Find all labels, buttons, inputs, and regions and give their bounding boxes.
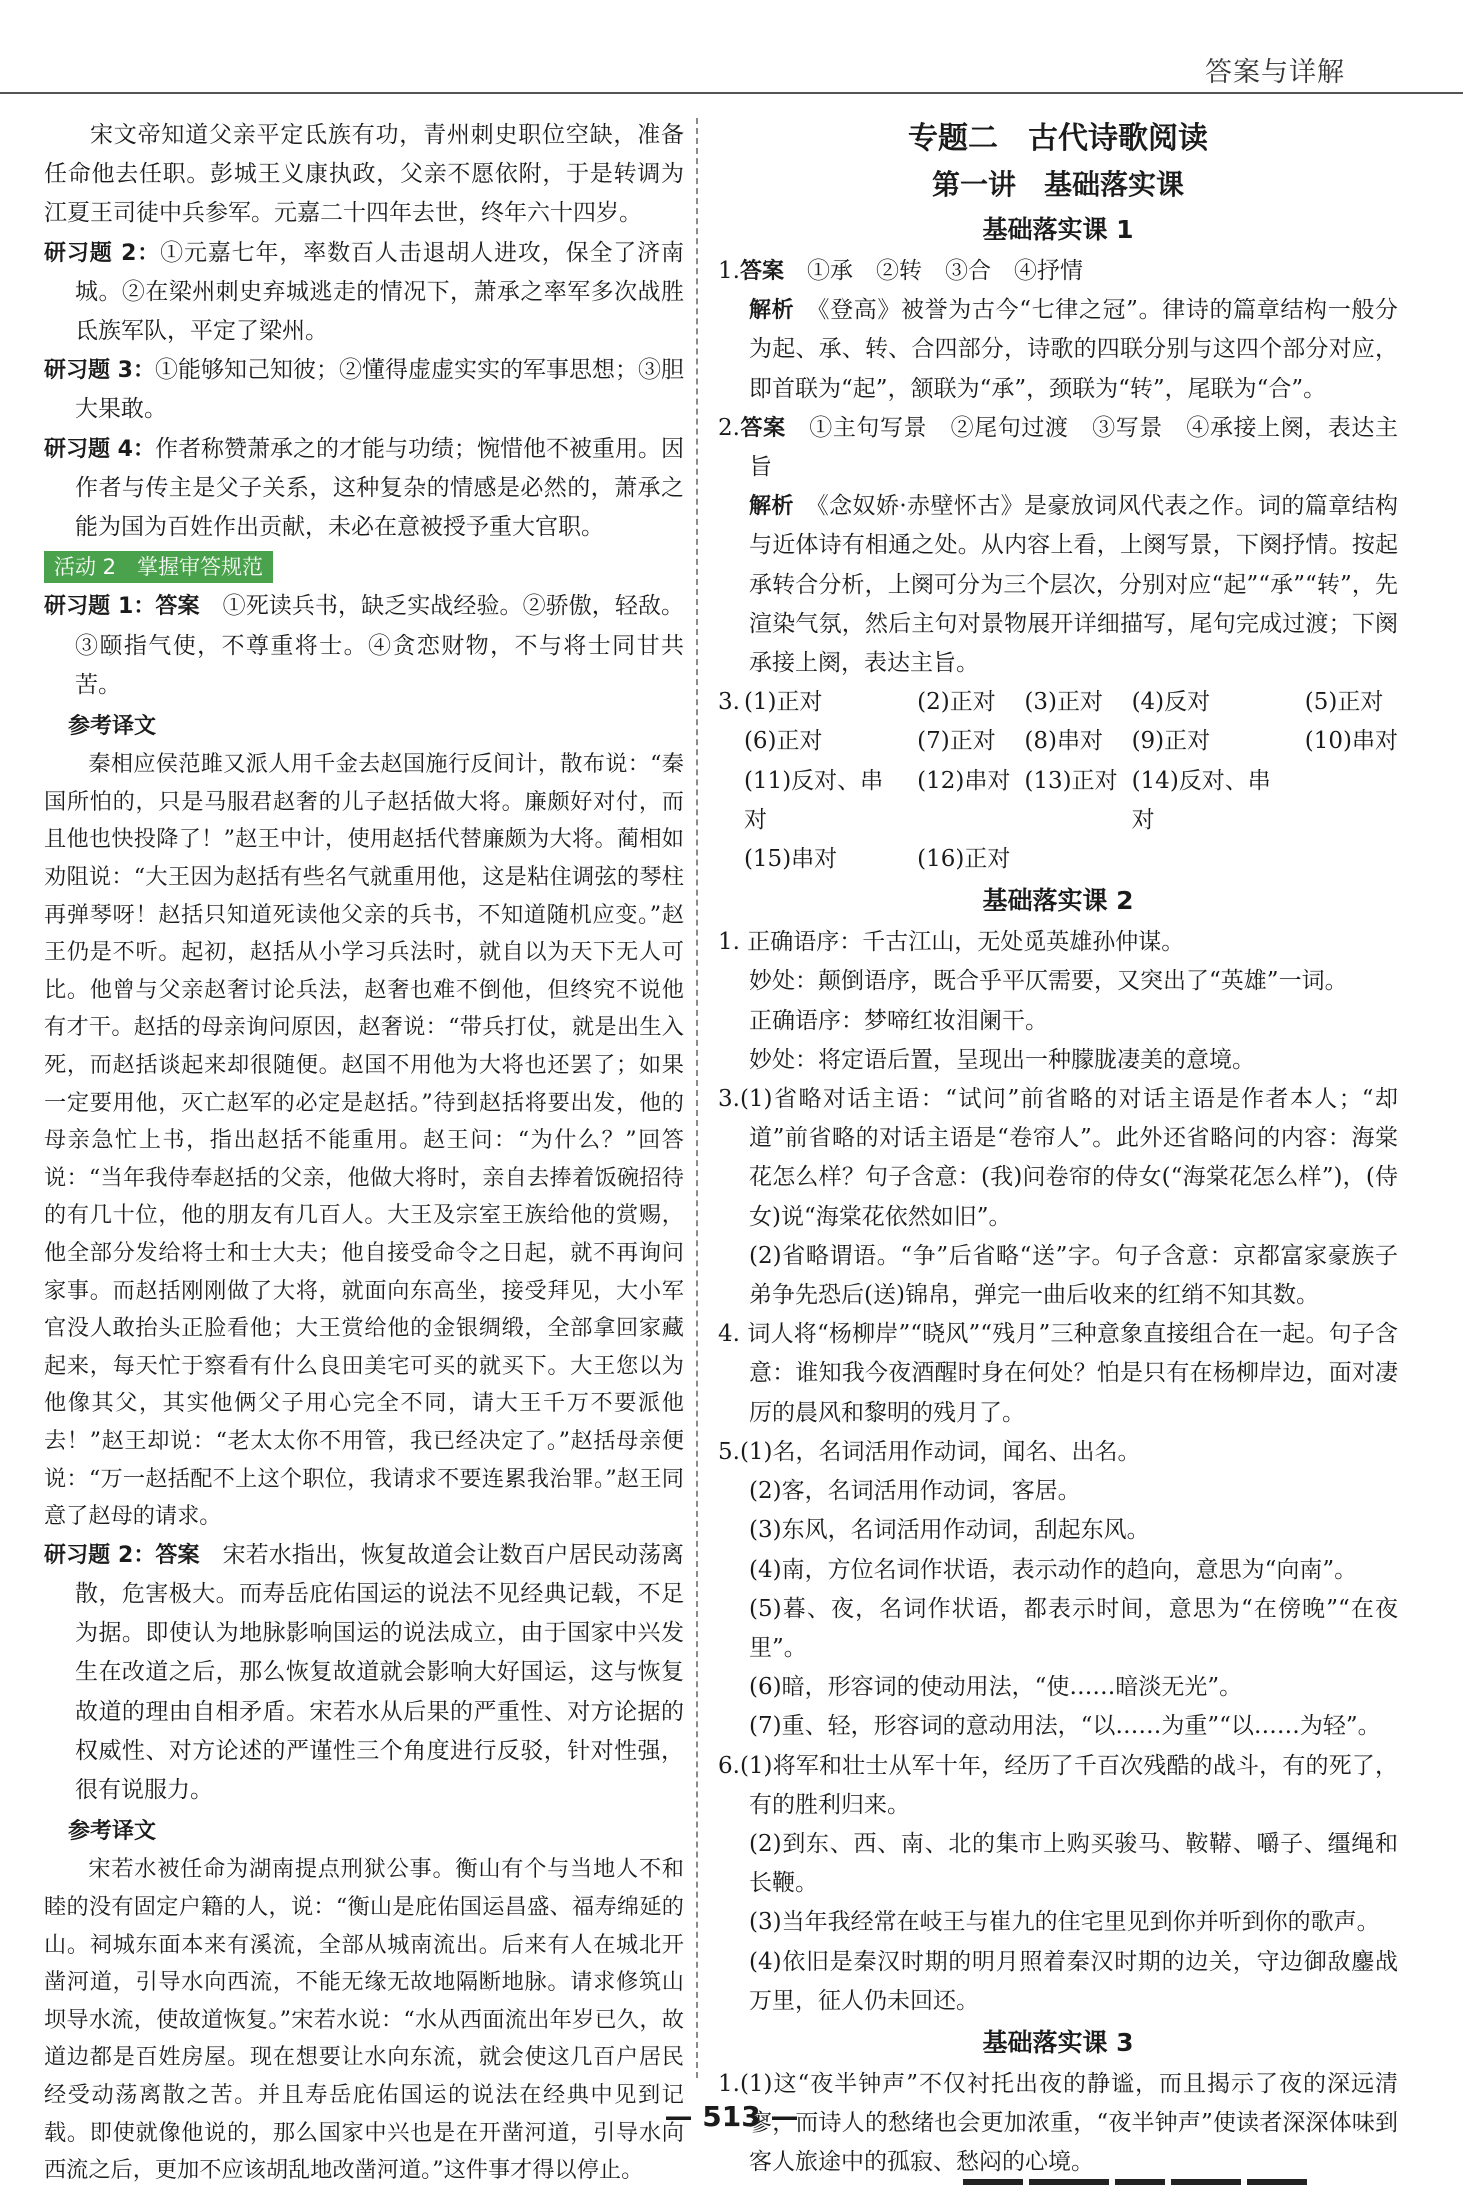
footer-bar	[963, 2179, 1023, 2185]
question-3-item: (10)串对	[1304, 728, 1398, 755]
lesson-2-question-5-6: (6)暗，形容词的使动用法，“使……暗淡无光”。	[749, 1674, 1243, 1701]
study-question-3-label: 研习题 3：	[44, 358, 155, 384]
lesson-1-question-2-explanation-text: 《念奴娇·赤壁怀古》是豪放词风代表之作。词的篇章结构与近体诗有相通之处。从内容上看，上阕写景，下阕抒情。按起承转合分析，上阕可分为三个层次，分别对应“起”“承”“转”，先渲染气氛，然后主句对景物展开详细描写，尾句完成过渡；下阕承接上阕，表达主旨。	[749, 493, 1398, 677]
footer-bar	[1247, 2179, 1307, 2185]
question-3-item: (3)正对	[1024, 689, 1103, 716]
lesson-2-question-5-1: 5.(1)名，名词活用作动词，闻名、出名。	[718, 1438, 1141, 1465]
question-3-item: (11)反对、串对	[743, 767, 884, 833]
reference-translation-1: 秦相应侯范雎又派人用千金去赵国施行反间计，散布说：“秦国所怕的，只是马服君赵奢的儿子赵括做大将。廉颇好对付，而且他也快投降了！”赵王中计，使用赵括代替廉颇为大将。蔺相如劝阻说：“大王因为赵括有些名气就重用他，这是粘住调弦的琴柱再弹琴呀！赵括只知道死读他父亲的兵书，不知道随机应变。”赵王仍是不听。起初，赵括从小学习兵法时，就自以为天下无人可比。他曾与父亲赵奢讨论兵法，赵奢也难不倒他，但终究不说他有才干。赵括的母亲询问原因，赵奢说：“带兵打仗，就是出生入死，而赵括谈起来却很随便。赵国不用他为大将也还罢了；如果一定要用他，灭亡赵军的必定是赵括。”待到赵括将要出发，他的母亲急忙上书，指出赵括不能重用。赵王问：“为什么？”回答说：“当年我侍奉赵括的父亲，他做大将时，亲自去捧着饭碗招待的有几十位，他的朋友有几百人。大王及宗室王族给他的赏赐，他全部分发给将士和士大夫；他自接受命令之日起，就不再询问家事。而赵括刚刚做了大将，就面向东高坐，接受拜见，大小军官没人敢抬头正脸看他；大王赏给他的金银绸缎，全部拿回家藏起来，每天忙于察看有什么良田美宅可买的就买下。大王您以为他像其父，其实他俩父子用心完全不同，请大王千万不要派他去！”赵王却说：“老太太你不用管，我已经决定了。”赵括母亲便说：“万一赵括配不上这个职位，我请求不要连累我治罪。”赵王同意了赵母的请求。	[44, 751, 684, 1530]
lesson-2-question-6-1: 6.(1)将军和壮士从军十年，经历了千百次残酷的战斗，有的死了，有的胜利归来。	[718, 1752, 1398, 1818]
right-column	[718, 116, 1398, 2183]
question-3-item: (7)正对	[917, 728, 996, 755]
explanation-label: 解析	[749, 298, 795, 324]
lesson-1-question-1-explanation	[718, 291, 1398, 409]
study-question-4	[44, 430, 684, 548]
study-question-3	[44, 351, 684, 429]
question-3-item: (16)正对	[917, 846, 1011, 873]
lesson-2-question-6-2: (2)到东、西、南、北的集市上购买骏马、鞍鞯、嚼子、缰绳和长鞭。	[749, 1830, 1398, 1897]
question-3-answers	[740, 683, 1398, 879]
lesson-2-question-5-4: (4)南，方位名词作状语，表示动作的趋向，意思为“向南”。	[749, 1556, 1358, 1583]
study-question-2	[44, 234, 684, 352]
question-3-item: (9)正对	[1131, 728, 1211, 755]
page-header	[0, 0, 1463, 92]
lecture-title: 第一讲 基础落实课	[931, 168, 1184, 201]
activity-question-2	[44, 1536, 684, 1810]
question-3-item: (4)反对	[1131, 689, 1211, 716]
footer-decoration	[963, 2170, 1363, 2176]
topic-title: 专题二 古代诗歌阅读	[908, 121, 1208, 156]
lesson-3-question-1: 1.(1)这“夜半钟声”不仅衬托出夜的静谧，而且揭示了夜的深远清寥，而诗人的愁绪也会更加浓重，“夜半钟声”使读者深深体味到客人旅途中的孤寂、愁闷的心境。	[718, 2070, 1398, 2176]
left-column	[44, 116, 684, 2190]
activity-question-1-text: ①死读兵书，缺乏实战经验。②骄傲，轻敌。③颐指气使，不尊重将士。④贪恋财物，不与将士同甘共苦。	[75, 593, 685, 698]
lesson-2-question-1d: 妙处：将定语后置，呈现出一种朦胧凄美的意境。	[749, 1046, 1256, 1073]
study-question-4-text: 作者称赞萧承之的才能与功绩；惋惜他不被重用。因作者与传主是父子关系，这种复杂的情感是必然的，萧承之能为国为百姓作出贡献，未必在意被授予重大官职。	[75, 435, 685, 541]
lesson-1-question-3	[718, 683, 1398, 879]
study-question-2-text: ①元嘉七年，率数百人击退胡人进攻，保全了济南城。②在梁州刺史弃城逃走的情况下，萧承之率军多次战胜氐族军队，平定了梁州。	[75, 239, 685, 345]
lesson-2-question-1b: 妙处：颠倒语序，既合乎平仄需要，又突出了“英雄”一词。	[749, 968, 1348, 995]
footer-bar	[1171, 2179, 1241, 2185]
reference-translation-2-heading: 参考译文	[68, 1819, 157, 1845]
lesson-1-question-2-answer-text: ①主句写景 ②尾句过渡 ③写景 ④承接上阕，表达主旨	[749, 414, 1398, 481]
footer-bar	[1115, 2179, 1165, 2185]
column-divider	[696, 118, 698, 2078]
reference-translation-1-heading: 参考译文	[68, 714, 157, 740]
lesson-2-question-5-2: (2)客，名词活用作动词，客居。	[749, 1478, 1081, 1505]
study-question-3-text: ①能够知己知彼；②懂得虚虚实实的军事思想；③胆大果敢。	[75, 357, 685, 423]
question-3-item: (15)串对	[743, 846, 838, 873]
left-paragraph-1: 宋文帝知道父亲平定氐族有功，青州刺史职位空缺，准备任命他去任职。彭城王义康执政，父亲不愿依附，于是转调为江夏王司徒中兵参军。元嘉二十四年去世，终年六十四岁。	[44, 122, 684, 227]
lesson-2-question-5-7: (7)重、轻，形容词的意动用法，“以……为重”“以……为轻”。	[749, 1713, 1381, 1740]
question-3-item	[1305, 762, 1398, 840]
lesson-2-question-5-5: (5)暮、夜，名词作状语，都表示时间，意思为“在傍晚”“在夜里”。	[749, 1595, 1398, 1661]
activity-question-2-text: 宋若水指出，恢复故道会让数百户居民动荡离散，危害极大。而寿岳庇佑国运的说法不见经典记载，不足为据。即使认为地脉影响国运的说法成立，由于国家中兴发生在改道之后，那么恢复故道就会影响大好国运，这与恢复故道的理由自相矛盾。宋若水从后果的严重性、对方论据的权威性、对方论述的严谨性三个角度进行反驳，针对性强，很有说服力。	[75, 1541, 685, 1803]
page-number: — 513 —	[664, 2100, 799, 2133]
answer-label: 答案	[739, 415, 786, 441]
question-3-item: (13)正对	[1024, 767, 1118, 794]
answer-label: 答案	[739, 259, 784, 284]
footer-bar	[1029, 2179, 1109, 2185]
lesson-2-question-4: 4. 词人将“杨柳岸”“晓风”“残月”三种意象直接组合在一起。句子含意：谁知我今夜酒醒时身在何处？怕是只有在杨柳岸边，面对凄厉的晨风和黎明的残月了。	[718, 1321, 1398, 1426]
lesson-1-question-1-explanation-text: 《登高》被誉为古今“七律之冠”。律诗的篇章结构一般分为起、承、转、合四部分，诗歌的四联分别与这四个部分对应，即首联为“起”，颔联为“承”，颈联为“转”，尾联为“合”。	[749, 297, 1398, 402]
explanation-label: 解析	[749, 494, 794, 520]
lesson-1-question-1-answer: 1.答案 ①承 ②转 ③合 ④抒情	[718, 258, 1083, 284]
question-3-item: (6)正对	[743, 728, 823, 755]
lesson-2-title: 基础落实课 2	[982, 886, 1134, 916]
lesson-2-question-6-4: (4)依旧是秦汉时期的明月照着秦汉时期的边关，守边御敌鏖战万里，征人仍未回还。	[749, 1948, 1398, 2014]
header-label: 答案与详解	[1205, 57, 1345, 88]
question-3-item: (5)正对	[1304, 689, 1384, 716]
question-3-item: (12)串对	[917, 767, 1011, 794]
question-3-item: (8)串对	[1024, 728, 1103, 755]
study-question-4-label: 研习题 4：	[44, 436, 155, 462]
lesson-2-question-1c: 正确语序：梦啼红妆泪阑干。	[749, 1007, 1049, 1034]
lesson-3-title: 基础落实课 3	[982, 2027, 1134, 2057]
lesson-2-question-5-3: (3)东风，名词活用作动词，刮起东风。	[749, 1517, 1150, 1544]
activity-2-banner: 活动 2 掌握审答规范	[44, 551, 273, 583]
header-rule	[0, 92, 1463, 94]
lesson-2-question-3a: 3.(1)省略对话主语：“试问”前省略的对话主语是作者本人；“却道”前省略的对话主语是“卷帘人”。此外还省略问的内容：海棠花怎么样？句子含意：(我)问卷帘的侍女(“海棠花怎么样”)，(侍女)说“海棠花依然如旧”。	[718, 1086, 1398, 1230]
study-question-2-label: 研习题 2：	[44, 240, 161, 266]
question-3-item: (2)正对	[917, 689, 996, 716]
lesson-1-question-2-answer: 2.答案 ①主句写景 ②尾句过渡 ③写景 ④承接上阕，表达主旨	[718, 414, 1398, 481]
lesson-1-title: 基础落实课 1	[982, 215, 1134, 244]
lesson-2-question-1a: 1. 正确语序：千古江山，无处觅英雄孙仲谋。	[718, 929, 1185, 956]
activity-question-1	[44, 587, 684, 705]
question-3-item: (1)正对	[743, 689, 823, 716]
activity-question-2-label: 研习题 2：答案	[44, 1542, 200, 1568]
lesson-1-question-2-explanation	[718, 487, 1398, 683]
lesson-2-question-3b: (2)省略谓语。“争”后省略“送”字。句子含意：京都富家豪族子弟争先恐后(送)锦帛，弹完一曲后收来的红绡不知其数。	[749, 1242, 1398, 1309]
lesson-1-question-1-answer-text: ①承 ②转 ③合 ④抒情	[806, 258, 1083, 284]
lesson-2-question-6-3: (3)当年我经常在岐王与崔九的住宅里见到你并听到你的歌声。	[749, 1909, 1380, 1936]
question-3-item: (14)反对、串对	[1131, 767, 1271, 833]
activity-question-1-label: 研习题 1：答案	[44, 594, 200, 620]
question-3-number: 3.	[718, 689, 740, 716]
reference-translation-2: 宋若水被任命为湖南提点刑狱公事。衡山有个与当地人不和睦的没有固定户籍的人，说：“衡山是庇佑国运昌盛、福寿绵延的山。祠城东面本来有溪流，全部从城南流出。后来有人在城北开凿河道，引导水向西流，不能无缘无故地隔断地脉。请求修筑山坝导水流，使故道恢复。”宋若水说：“水从西面流出年岁已久，故道边都是百姓房屋。现在想要让水向东流，就会使这几百户居民经受动荡离散之苦。并且寿岳庇佑国运的说法在经典中见到记载。即使就像他说的，那么国家中兴也是在开凿河道，引导水向西流之后，更加不应该胡乱地改凿河道。”这件事才得以停止。	[44, 1856, 684, 2184]
